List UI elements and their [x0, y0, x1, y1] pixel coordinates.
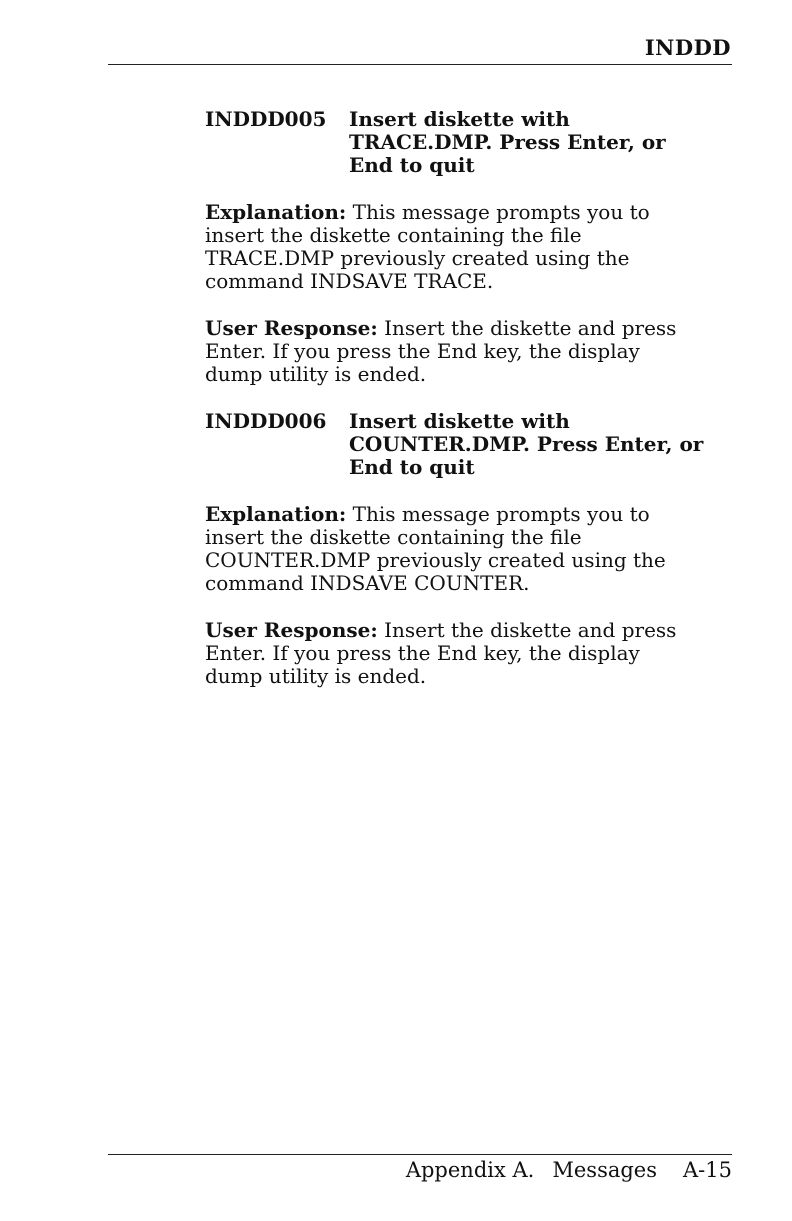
footer-section: Appendix A. — [405, 1158, 535, 1182]
page-footer — [406, 1158, 732, 1182]
footer-rule — [108, 1154, 732, 1155]
explanation-paragraph — [205, 503, 735, 595]
user-response-text: dump utility is ended. — [205, 664, 427, 688]
header-rule — [108, 64, 732, 65]
explanation-first-line — [205, 503, 735, 526]
user-response-text: Enter. If you press the End key, the display — [205, 339, 640, 363]
message-title — [349, 410, 735, 479]
message-title-line: Insert diskette with — [349, 409, 570, 433]
explanation-text: This message prompts you to — [346, 502, 650, 526]
message-entry — [205, 410, 735, 688]
user-response-text: Insert the diskette and press — [377, 618, 677, 642]
user-response-label: User Response: — [205, 316, 378, 340]
user-response-text: Insert the diskette and press — [377, 316, 677, 340]
explanation-text: TRACE.DMP previously created using the — [205, 246, 630, 270]
message-title-line: COUNTER.DMP. Press Enter, or — [349, 432, 704, 456]
user-response-first-line — [205, 317, 735, 340]
message-title-line: TRACE.DMP. Press Enter, or — [349, 130, 666, 154]
message-id: INDDD005 — [205, 107, 327, 131]
page-number: A-15 — [683, 1158, 732, 1182]
message-title-line: End to quit — [349, 455, 475, 479]
explanation-text: COUNTER.DMP previously created using the — [205, 548, 666, 572]
explanation-text: insert the diskette containing the file — [205, 525, 582, 549]
user-response-text: dump utility is ended. — [205, 362, 427, 386]
message-id: INDDD006 — [205, 409, 327, 433]
explanation-label: Explanation: — [205, 200, 347, 224]
user-response-text: Enter. If you press the End key, the display — [205, 641, 640, 665]
message-entry — [205, 108, 735, 386]
running-head: INDDD — [644, 35, 731, 60]
explanation-label: Explanation: — [205, 502, 347, 526]
explanation-text: insert the diskette containing the file — [205, 223, 582, 247]
message-title-line: Insert diskette with — [349, 107, 570, 131]
explanation-text: command INDSAVE TRACE. — [205, 269, 494, 293]
explanation-paragraph — [205, 201, 735, 293]
message-title-line: End to quit — [349, 153, 475, 177]
user-response-first-line — [205, 619, 735, 642]
user-response-paragraph — [205, 619, 735, 688]
message-title — [349, 108, 735, 177]
footer-title: Messages — [552, 1158, 658, 1182]
message-heading — [205, 108, 735, 177]
explanation-text: This message prompts you to — [346, 200, 650, 224]
explanation-first-line — [205, 201, 735, 224]
message-heading — [205, 410, 735, 479]
page-body — [205, 108, 735, 688]
user-response-paragraph — [205, 317, 735, 386]
explanation-text: command INDSAVE COUNTER. — [205, 571, 530, 595]
user-response-label: User Response: — [205, 618, 378, 642]
